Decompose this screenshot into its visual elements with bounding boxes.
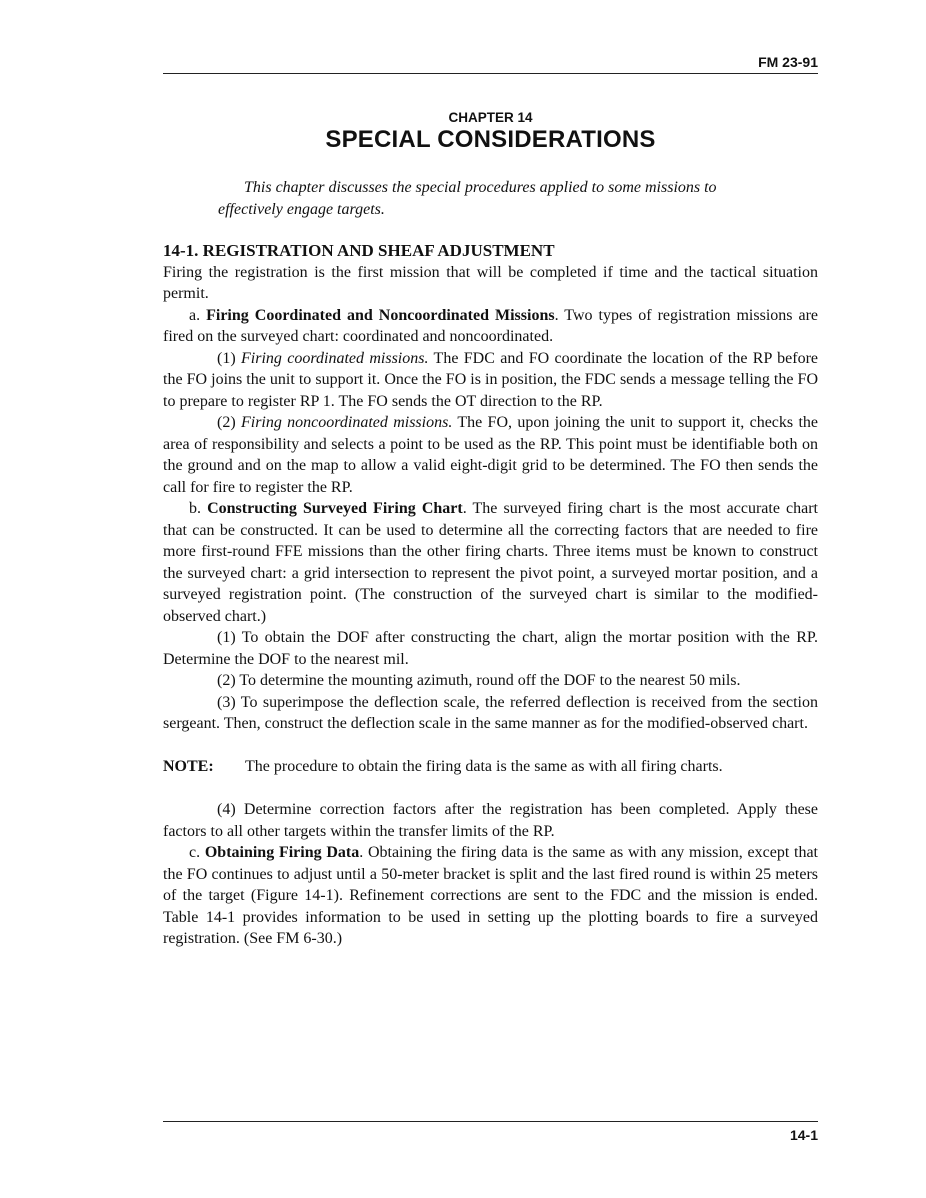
paragraph-a-title: Firing Coordinated and Noncoordinated Missions [206,306,555,324]
spacer [163,778,818,800]
paragraph-a1-text: The FDC and FO coordinate the location of the RP before the FO joins the unit to support it. Once the FO is in position, the FDC sends a message telling the FO to prepare to register RP 1. The FO sends the OT direction to the RP. [163,349,818,410]
paragraph-a1 [163,348,818,413]
paragraph-b-text: . The surveyed firing chart is the most accurate chart that can be constructed. It can be used to determine all the correcting factors that are needed to fire more first-round FFE missions than the other firing charts. Three items must be known to construct the surveyed chart: a grid intersection to represent the pivot point, a surveyed mortar position, and a surveyed registration point. (The construction of the surveyed chart is similar to the modified-observed chart.) [163,500,818,625]
chapter-intro-text: This chapter discusses the special procedures applied to some missions to effectively engage targets. [218,179,717,218]
paragraph-b [163,498,818,627]
paragraph-b1: (1) To obtain the DOF after constructing the chart, align the mortar position with the RP. Determine the DOF to the nearest mil. [163,629,818,668]
note [163,756,818,778]
paragraph-c-text: . Obtaining the firing data is the same as with any mission, except that the FO continues to adjust until a 50-meter bracket is split and the last fired round is within 25 meters of the target (Figure 14-1). Refinement corrections are sent to the FDC and the mission is ended. Table 14-1 provides information to be used in setting up the plotting boards to fire a surveyed registration. (See FM 6-30.) [163,844,818,947]
paragraph-b3: (3) To superimpose the deflection scale, the referred deflection is received from the section sergeant. Then, construct the deflection scale in the same manner as for the modified-observed chart. [163,693,818,732]
note-text: The procedure to obtain the firing data is the same as with all firing charts. [245,758,723,775]
section-lead: Firing the registration is the first mission that will be completed if time and the tactical situation permit. [163,263,818,302]
paragraph-b-title: Constructing Surveyed Firing Chart [207,500,463,517]
section-heading: 14-1. REGISTRATION AND SHEAF ADJUSTMENT [163,241,555,260]
section-body [163,240,818,950]
paragraph-a2-num: (2) [217,414,236,431]
paragraph-a2 [163,412,818,498]
paragraph-a-text: . Two types of registration missions are fired on the surveyed chart: coordinated and noncoordinated. [163,306,819,345]
paragraph-a1-title: Firing coordinated missions. [241,349,429,367]
paragraph-a1-num: (1) [217,349,236,367]
paragraph-a2-title: Firing noncoordinated missions. [240,414,453,431]
paragraph-b2: (2) To determine the mounting azimuth, round off the DOF to the nearest 50 mils. [217,672,741,689]
page-number: 14-1 [789,1127,818,1143]
paragraph-c-title: Obtaining Firing Data [204,844,360,861]
header-rule [163,73,818,74]
paragraph-c-marker: c. [189,844,201,861]
page-header-doc-id: FM 23-91 [758,54,818,70]
paragraph-b-marker: b. [189,500,201,517]
spacer [163,735,818,757]
paragraph-a [163,305,818,348]
paragraph-c [163,842,818,950]
footer-rule [163,1121,818,1122]
chapter-label: CHAPTER 14 [448,110,533,125]
paragraph-a-marker: a. [189,306,201,324]
paragraph-b4: (4) Determine correction factors after the registration has been completed. Apply these factors to all other targets within the transfer limits of the RP. [163,801,818,840]
chapter-intro [218,177,778,220]
note-label: NOTE: [163,758,214,775]
paragraph-a2-text: The FO, upon joining the unit to support it, checks the area of responsibility and selects a point to be used as the RP. This point must be identifiable both on the ground and on the map to allow a valid eight-digit grid to be determined. The FO then sends the call for fire to register the RP. [163,414,818,496]
chapter-title: SPECIAL CONSIDERATIONS [325,126,656,153]
